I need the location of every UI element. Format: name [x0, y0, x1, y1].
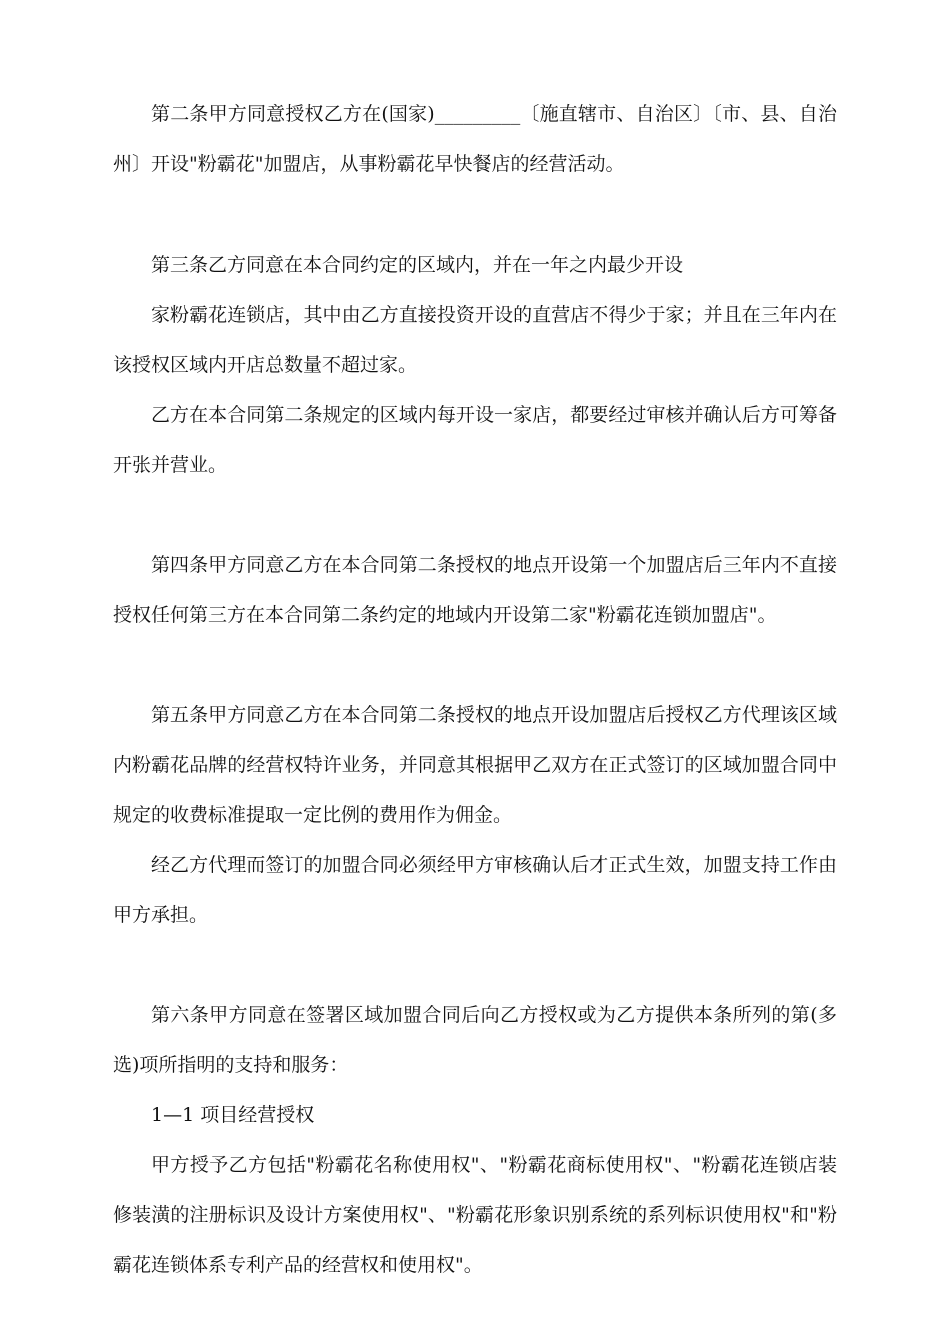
paragraph-article-3-stores: 家粉霸花连锁店，其中由乙方直接投资开设的直营店不得少于家；并且在三年内在该授权区域内开店总数量不超过家。	[113, 304, 837, 376]
paragraph-item-1-1-detail: 甲方授予乙方包括"粉霸花名称使用权"、"粉霸花商标使用权"、"粉霸花连锁店装修装潢的注册标识及设计方案使用权"、"粉霸花形象识别系统的系列标识使用权"和"粉霸花连锁体系专利产品的经营权和使用权"。	[113, 1154, 837, 1276]
paragraph-item-1-1: 1—1 项目经营授权	[151, 1104, 315, 1126]
paragraph-article-3-approval: 乙方在本合同第二条规定的区域内每开设一家店，都要经过审核并确认后方可筹备开张并营业。	[113, 404, 837, 476]
paragraph-article-4: 第四条甲方同意乙方在本合同第二条授权的地点开设第一个加盟店后三年内不直接授权任何第三方在本合同第二条约定的地域内开设第二家"粉霸花连锁加盟店"。	[113, 554, 837, 626]
paragraph-article-5: 第五条甲方同意乙方在本合同第二条授权的地点开设加盟店后授权乙方代理该区域内粉霸花品牌的经营权特许业务，并同意其根据甲乙双方在正式签订的区域加盟合同中规定的收费标准提取一定比例的费用作为佣金。	[113, 704, 837, 826]
paragraph-article-5-agency: 经乙方代理而签订的加盟合同必须经甲方审核确认后才正式生效，加盟支持工作由甲方承担。	[113, 854, 837, 926]
paragraph-article-6: 第六条甲方同意在签署区域加盟合同后向乙方授权或为乙方提供本条所列的第(多选)项所指明的支持和服务：	[113, 1004, 837, 1076]
paragraph-article-2: 第二条甲方同意授权乙方在(国家)_________〔施直辖市、自治区〕〔市、县、自治州〕开设"粉霸花"加盟店，从事粉霸花早快餐店的经营活动。	[113, 103, 837, 175]
paragraph-article-3: 第三条乙方同意在本合同约定的区域内，并在一年之内最少开设	[151, 254, 684, 276]
